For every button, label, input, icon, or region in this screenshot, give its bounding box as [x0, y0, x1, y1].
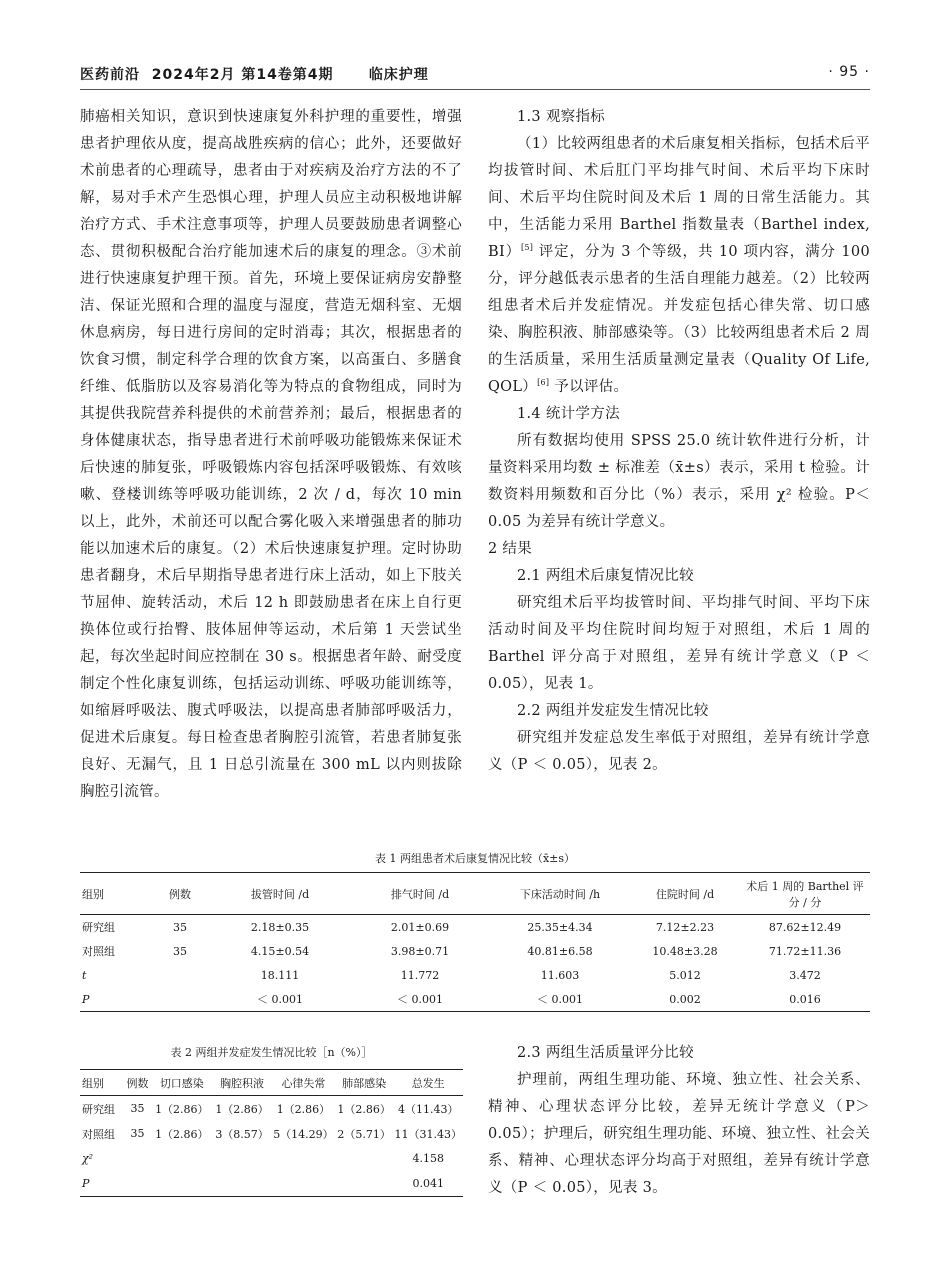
table-cell: 1（2.86） [276, 1102, 331, 1116]
running-header [80, 64, 870, 86]
table2-header: 心律失常 [281, 1076, 326, 1090]
table-cell: 40.81±6.58 [527, 944, 593, 958]
table-cell: 25.35±4.34 [527, 920, 593, 934]
table-cell: 7.12±2.23 [655, 920, 715, 934]
table2-header: 胸腔积液 [220, 1076, 265, 1090]
table-row [80, 1146, 463, 1171]
table-cell [150, 987, 210, 1012]
section-name: 临床护理 [368, 67, 429, 83]
table2-header-row [80, 1070, 463, 1096]
table-cell [335, 1171, 394, 1197]
right-column [488, 104, 870, 779]
table1-header: 术后 1 周的 Barthel 评分 / 分 [746, 879, 864, 909]
table-cell [335, 1146, 394, 1171]
table-row [80, 1171, 463, 1197]
table-cell [80, 1171, 123, 1197]
table-cell: 2.18±0.35 [250, 920, 310, 934]
table-cell [80, 963, 150, 987]
table-row [80, 915, 870, 940]
table1-header-row [80, 873, 870, 915]
table-cell: 4.158 [412, 1152, 444, 1165]
header-divider [80, 89, 870, 90]
table-cell: ＜ 0.001 [537, 993, 583, 1006]
table-cell: 研究组 [82, 1102, 115, 1116]
table-1 [80, 872, 870, 1012]
table-cell: 11.603 [540, 968, 580, 982]
table-cell: 3（8.57） [215, 1127, 269, 1141]
table-cell: 3.98±0.71 [390, 944, 450, 958]
table2-header: 例数 [126, 1076, 149, 1090]
p-symbol: P [82, 1177, 90, 1190]
table-cell: 0.002 [669, 992, 701, 1006]
section-2-3-title: 2.3 两组生活质量评分比较 [517, 1045, 694, 1061]
table2-header: 肺部感染 [342, 1076, 387, 1090]
section-2-2-title: 2.2 两组并发症发生情况比较 [517, 703, 709, 719]
table-cell [150, 963, 210, 987]
section-1-4-text: 所有数据均使用 SPSS 25.0 统计软件进行分析，计量资料采用均数 ± 标准差（x̄±s）表示，采用 t 检验。计数资料用频数和百分比（%）表示，采用 χ² 检验。P＜0.05 为差异有统计学意义。 [488, 433, 870, 530]
table-cell: 35 [173, 920, 187, 934]
table1-caption: 表 1 两组患者术后康复情况比较（x̄±s） [374, 852, 576, 865]
table-cell: ＜ 0.001 [397, 993, 443, 1006]
table2-header: 总发生 [411, 1076, 445, 1090]
table-cell: 2（5.71） [337, 1127, 391, 1141]
table-cell: 35 [130, 1102, 145, 1115]
table-cell [212, 1171, 272, 1197]
table1-header: 例数 [169, 887, 191, 901]
table-cell [212, 1146, 272, 1171]
table-cell: 4.15±0.54 [250, 944, 310, 958]
table-row [80, 939, 870, 963]
table-cell: 5（14.29） [273, 1127, 334, 1141]
table-row [80, 1096, 463, 1122]
table2-header: 组别 [82, 1076, 104, 1090]
table-cell [80, 1146, 123, 1171]
section-1-3-text [488, 131, 870, 401]
table-cell: 研究组 [82, 921, 115, 934]
page-number: · 95 · [828, 64, 870, 80]
table-cell: 3.472 [789, 968, 821, 982]
table-cell [272, 1171, 335, 1197]
citation-5[interactable]: [5] [521, 243, 534, 253]
left-paragraph: 肺癌相关知识，意识到快速康复外科护理的重要性，增强患者护理依从度，提高战胜疾病的信心；此外，还要做好术前患者的心理疏导，患者由于对疾病及治疗方法的不了解，易对手术产生恐惧心理，护理人员应主动积极地讲解治疗方式、手术注意事项等，护理人员要鼓励患者调整心态、贯彻积极配合治疗能加速术后的康复的理念。③术前进行快速康复护理干预。首先，环境上要保证病房安静整洁、保证光照和合理的温度与湿度，营造无烟科室、无烟休息病房，每日进行房间的定时消毒；其次，根据患者的饮食习惯，制定科学合理的饮食方案，以高蛋白、多膳食纤维、低脂肪以及容易消化等为特点的食物组成，同时为其提供我院营养科提供的术前营养剂；最后，根据患者的身体健康状态，指导患者进行术前呼吸功能锻炼来保证术后快速的肺复张，呼吸锻炼内容包括深呼吸锻炼、有效咳嗽、登楼训练等呼吸功能训练，2 次 / d，每次 10 min 以上，此外，术前还可以配合雾化吸入来增强患者的肺功能以加速术后的康复。（2）术后快速康复护理。定时协助患者翻身，术后早期指导患者进行床上活动，如上下肢关节屈伸、旋转活动，术后 12 h 即鼓励患者在床上自行更换体位或行抬臀、肢体屈伸等运动，术后第 1 天尝试坐起，每次坐起时间应控制在 30 s。根据患者年龄、耐受度制定个性化康复训练，包括运动训练、呼吸功能训练等，如缩唇呼吸法、腹式呼吸法，以提高患者肺部呼吸活力，促进术后康复。每日检查患者胸腔引流管，若患者肺复张良好、无漏气，且 1 日总引流量在 300 mL 以内则拔除胸腔引流管。 [80, 109, 462, 800]
table-cell: 11.772 [400, 968, 440, 982]
table-cell [152, 1146, 212, 1171]
section-1-3-title: 1.3 观察指标 [517, 109, 606, 125]
table-cell: 71.72±11.36 [768, 944, 842, 958]
table-cell: 4（11.43） [397, 1102, 459, 1116]
t-symbol: t [82, 968, 87, 982]
table-cell: 0.016 [789, 992, 821, 1006]
table-cell [152, 1171, 212, 1197]
p-symbol: P [82, 992, 90, 1006]
table-cell: 对照组 [82, 945, 115, 958]
table1-header: 下床活动时间 /h [519, 887, 601, 901]
table-cell: 2.01±0.69 [390, 920, 450, 934]
table-cell [272, 1146, 335, 1171]
table1-header: 拔管时间 /d [250, 887, 310, 901]
table-cell: 0.041 [412, 1177, 444, 1190]
table1-header: 住院时间 /d [655, 887, 715, 901]
table-cell: 35 [173, 944, 187, 958]
section-2-1-text: 研究组术后平均拔管时间、平均排气时间、平均下床活动时间及平均住院时间均短于对照组，术后 1 周的 Barthel 评分高于对照组，差异有统计学意义（P ＜ 0.05），见表 1。 [488, 595, 870, 692]
table-row [80, 963, 870, 987]
table-cell: 1（2.86） [337, 1102, 391, 1116]
table-cell: 11（31.43） [394, 1127, 462, 1141]
table-cell: ＜ 0.001 [257, 993, 303, 1006]
journal-name: 医药前沿 [80, 67, 140, 83]
table-cell: 1（2.86） [215, 1102, 269, 1116]
table-cell: 1（2.86） [155, 1102, 209, 1116]
section-2-3-text: 护理前，两组生理功能、环境、独立性、社会关系、精神、心理状态评分比较，差异无统计学意义（P＞0.05）；护理后，研究组生理功能、环境、独立性、社会关系、精神、心理状态评分均高于对照组，差异有统计学意义（P ＜ 0.05），见表 3。 [488, 1072, 870, 1196]
issue-info: 2024年2月 第14卷第4期 [151, 67, 334, 83]
citation-6[interactable]: [6] [537, 378, 550, 388]
table-cell [123, 1171, 151, 1197]
table-cell: 18.111 [260, 968, 300, 982]
table-cell: 对照组 [82, 1127, 115, 1141]
s13-text-a: （1）比较两组患者的术后康复相关指标，包括术后平均拔管时间、术后肛门平均排气时间、术后平均下床时间、术后平均住院时间及术后 1 周的日常生活能力。其中，生活能力采用 Barthel 指数量表（Barthel index, BI） [488, 136, 870, 260]
s13-text-c: 予以评估。 [554, 379, 629, 395]
table-cell: 1（2.86） [155, 1127, 209, 1141]
s13-text-b: 评定，分为 3 个等级，共 10 项内容，满分 100 分，评分越低表示患者的生活自理能力越差。（2）比较两组患者术后并发症情况。并发症包括心律失常、切口感染、胸腔积液、肺部感染等。（3）比较两组患者术后 2 周的生活质量，采用生活质量测定量表（Quality Of Life, QOL） [488, 244, 870, 395]
table-row [80, 987, 870, 1012]
table-cell [80, 987, 150, 1012]
table-cell [123, 1146, 151, 1171]
section-2-2-text: 研究组并发症总发生率低于对照组，差异有统计学意义（P ＜ 0.05），见表 2。 [488, 730, 870, 773]
header-left [80, 64, 429, 84]
table2-header: 切口感染 [159, 1076, 204, 1090]
table2-caption: 表 2 两组并发症发生情况比较［n（%）］ [170, 1046, 373, 1059]
section-2-title: 2 结果 [488, 541, 533, 557]
table-cell: 10.48±3.28 [652, 944, 718, 958]
table-cell: 5.012 [669, 968, 701, 982]
section-2-1-title: 2.1 两组术后康复情况比较 [517, 568, 694, 584]
table-row [80, 1121, 463, 1146]
table-cell: 35 [130, 1127, 145, 1140]
table-cell: 87.62±12.49 [768, 920, 842, 934]
table1-header: 组别 [82, 887, 104, 901]
table-2 [80, 1069, 463, 1197]
chi-square-symbol: χ² [82, 1152, 94, 1165]
left-column [80, 104, 462, 806]
section-1-4-title: 1.4 统计学方法 [517, 406, 620, 422]
bottom-right-column [488, 1040, 870, 1202]
table1-header: 排气时间 /d [390, 887, 450, 901]
